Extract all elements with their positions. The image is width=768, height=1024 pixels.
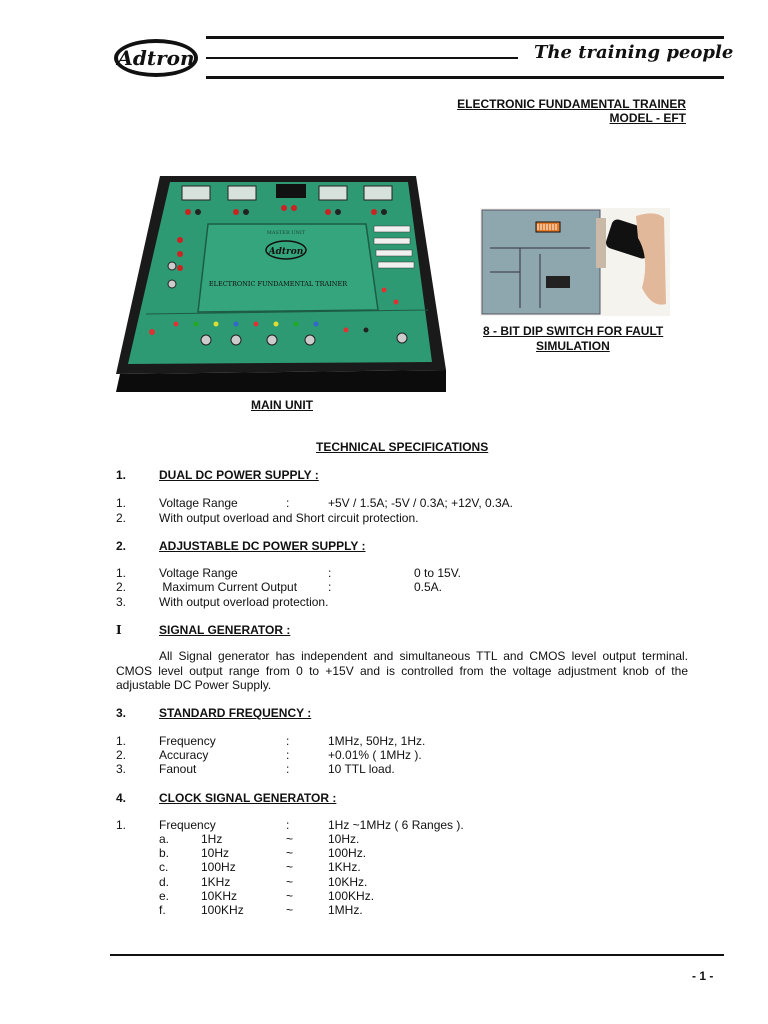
- range-row: d. 1KHz ~ 10KHz.: [159, 875, 368, 889]
- section-number: 1.: [116, 468, 127, 482]
- spec-row: 2. Accuracy : +0.01% ( 1MHz ).: [116, 748, 422, 762]
- header-rule-middle: [206, 57, 518, 59]
- model-label: MODEL - EFT: [609, 111, 686, 125]
- footer-rule: [110, 954, 724, 956]
- section-number: 4.: [116, 791, 127, 805]
- spec-row: 1. Frequency : 1Hz ~1MHz ( 6 Ranges ).: [116, 818, 464, 832]
- spec-row: 2. Maximum Current Output : 0.5A.: [116, 580, 443, 594]
- spec-row: 3. With output overload protection.: [116, 595, 329, 609]
- signal-generator-paragraph: All Signal generator has independent and simultaneous TTL and CMOS level output terminal. CMOS level output range from 0 to +15V and is controlled from the voltage adjustment knob of the adjustable DC Power Supply.: [116, 649, 688, 693]
- specs-heading: TECHNICAL SPECIFICATIONS: [316, 440, 489, 454]
- spec-row: 1. Frequency : 1MHz, 50Hz, 1Hz.: [116, 734, 426, 748]
- section-title-adjustable-dc: ADJUSTABLE DC POWER SUPPLY :: [159, 539, 366, 553]
- switch-caption-line2: SIMULATION: [536, 339, 610, 353]
- main-unit-caption: MAIN UNIT: [251, 398, 313, 412]
- spec-row: 3. Fanout : 10 TTL load.: [116, 762, 395, 776]
- spec-row: 1. Voltage Range : +5V / 1.5A; -5V / 0.3A; +12V, 0.3A.: [116, 496, 514, 510]
- tagline: The training people: [534, 42, 734, 63]
- section-title-signal-generator: SIGNAL GENERATOR :: [159, 623, 291, 637]
- section-number: I: [116, 623, 122, 637]
- dip-switch-photo: [480, 208, 670, 316]
- master-unit-label: MASTER UNIT: [266, 230, 306, 236]
- section-number: 2.: [116, 539, 127, 553]
- main-unit-panel-title: ELECTRONIC FUNDAMENTAL TRAINER: [208, 280, 348, 288]
- spec-row: 2. With output overload and Short circuit protection.: [116, 511, 419, 525]
- adtron-logo: [112, 36, 200, 80]
- document-title: ELECTRONIC FUNDAMENTAL TRAINER: [457, 97, 686, 111]
- range-row: e. 10KHz ~ 100KHz.: [159, 889, 375, 903]
- section-title-clock-signal-generator: CLOCK SIGNAL GENERATOR :: [159, 791, 337, 805]
- switch-caption-line1: 8 - BIT DIP SWITCH FOR FAULT: [483, 324, 664, 338]
- section-number: 3.: [116, 706, 127, 720]
- section-title-standard-frequency: STANDARD FREQUENCY :: [159, 706, 312, 720]
- main-unit-photo: [116, 174, 446, 392]
- page-number: - 1 -: [692, 969, 714, 983]
- logo-text: Adtron: [117, 46, 195, 70]
- range-row: a. 1Hz ~ 10Hz.: [159, 832, 360, 846]
- range-row: f. 100KHz ~ 1MHz.: [159, 903, 363, 917]
- range-row: b. 10Hz ~ 100Hz.: [159, 846, 367, 860]
- spec-row: 1. Voltage Range : 0 to 15V.: [116, 566, 461, 580]
- main-unit-logo: Adtron: [268, 247, 304, 257]
- header-rule-bottom: [206, 76, 724, 79]
- section-title-dual-dc: DUAL DC POWER SUPPLY :: [159, 468, 319, 482]
- header-rule-top: [206, 36, 724, 39]
- range-row: c. 100Hz ~ 1KHz.: [159, 860, 361, 874]
